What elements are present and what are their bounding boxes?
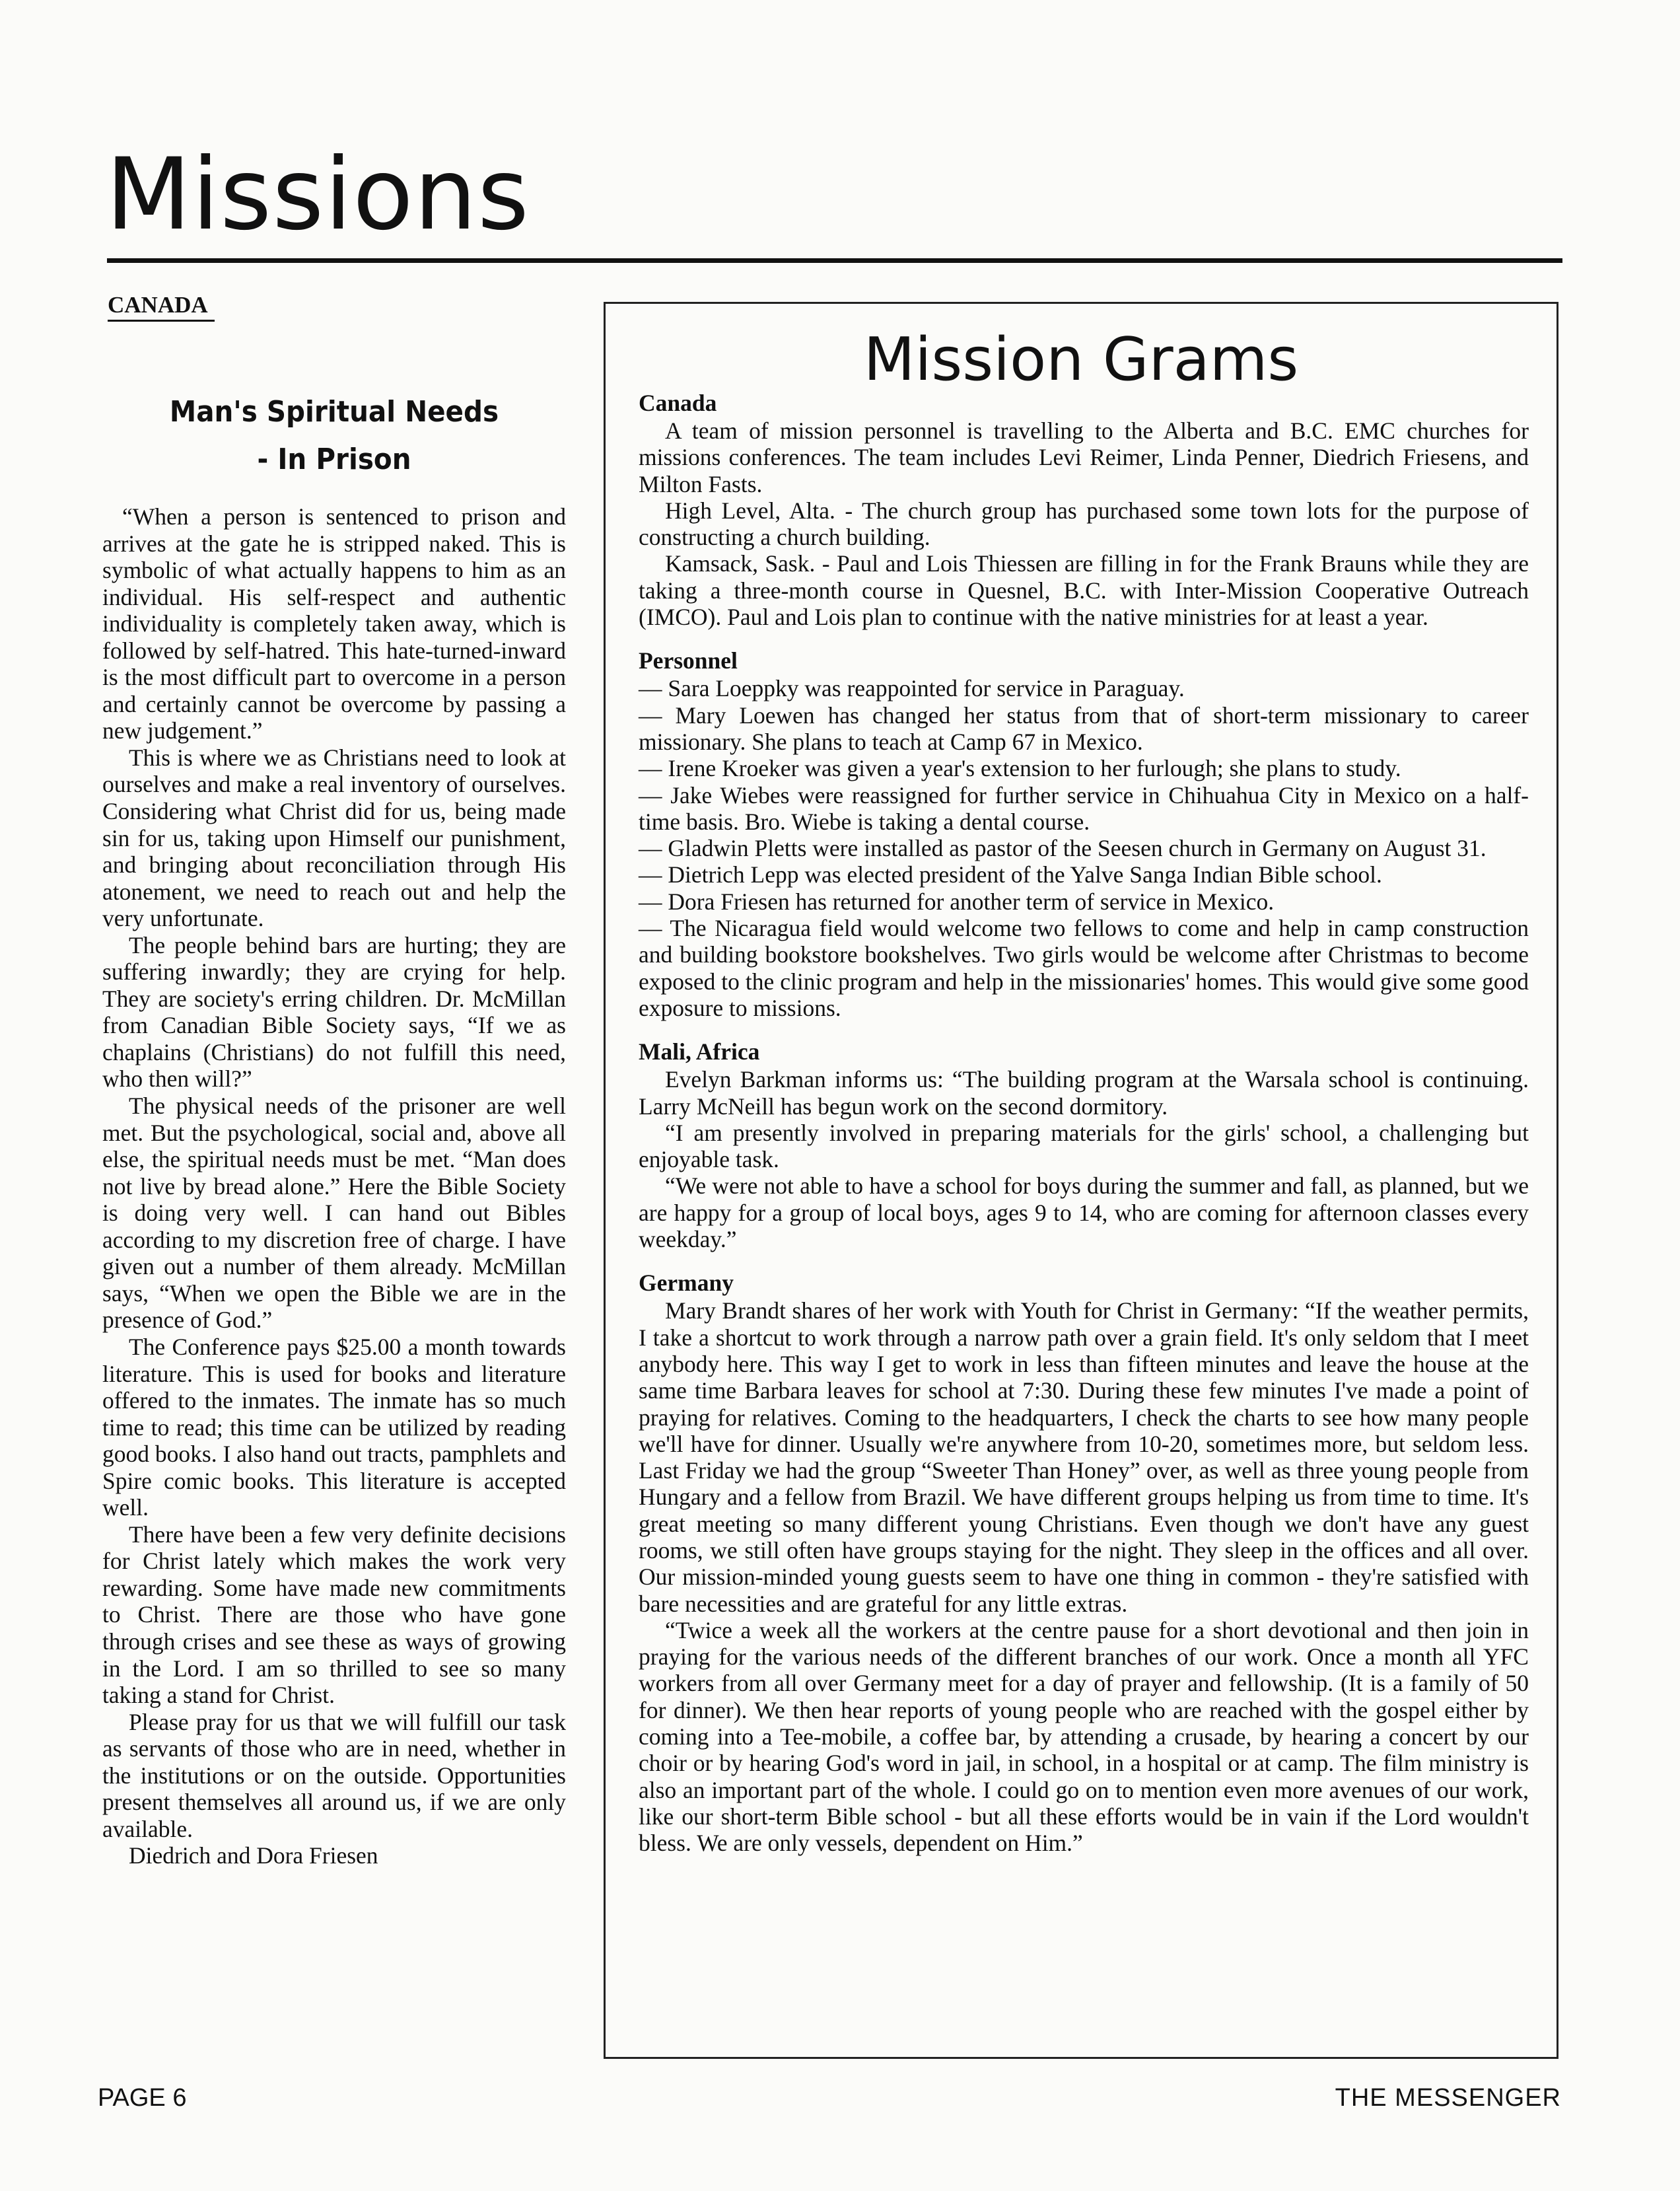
headline-line-2: - In Prison: [257, 443, 411, 476]
canada-paragraph: A team of mission personnel is travelling to the Alberta and B.C. EMC churches for missions conferences. The team includes Levi Reimer, Linda Penner, Diedrich Friesens, and Milton Fasts.: [639, 417, 1529, 497]
personnel-item: — Gladwin Pletts were installed as pastor of the Seesen church in Germany on August 31.: [639, 835, 1487, 862]
personnel-heading: Personnel: [639, 647, 738, 674]
page-title: Missions: [106, 137, 530, 252]
mission-grams-body: [639, 388, 1529, 1857]
mission-grams-box: [604, 302, 1558, 2059]
canada-paragraph: High Level, Alta. - The church group has purchased some town lots for the purpose of constructing a church building.: [639, 497, 1529, 551]
headline-line-1: Man's Spiritual Needs: [169, 395, 499, 429]
mali-paragraph: Evelyn Barkman informs us: “The building program at the Warsala school is continuing. Larry McNeill has begun work on the second dormitory.: [639, 1066, 1529, 1120]
mali-paragraph: “I am presently involved in preparing materials for the girls' school, a challenging but enjoyable task.: [639, 1119, 1529, 1173]
germany-paragraph: “Twice a week all the workers at the centre pause for a short devotional and then join in praying for the various needs of the different branches of our work. Once a month all YFC workers from all over Germany meet for a day of prayer and fellowship. (It is a family of 50 for dinner). We then hear reports of young people who are reached with the gospel either by coming into a Tee-mobile, a coffee bar, by attending a crusade, by hearing a concert by our choir or by hearing God's word in jail, in school, in a hospital or at camp. The film ministry is also an important part of the whole. I could go on to mention even more avenues of our work, like our short-term Bible school - but all these efforts would be in vain if the Lord wouldn't bless. We are only vessels, dependent on Him.”: [639, 1616, 1529, 1857]
page-number: PAGE 6: [98, 2084, 187, 2112]
germany-paragraph: Mary Brandt shares of her work with Youth for Christ in Germany: “If the weather permits, I take a shortcut to work through a narrow path over a grain field. It's only seldom that I meet anybody here. This way I get to work in less than fifteen minutes and leave the house at the same time Barbara leaves for school at 7:30. During these few minutes I've made a point of praying for relatives. Coming to the headquarters, I check the charts to see how many people we'll have for dinner. Usually we're anywhere from 10-20, sometimes more, but seldom less. Last Friday we had the group “Sweeter Than Honey” over, as well as three young people from Hungary and a fellow from Brazil. We have different groups helping us from time to time. It's great meeting so many different young Christians. Even though we don't have any guest rooms, we still often have groups staying for the night. They sleep in the offices and all over. Our mission-minded young guests seem to have one thing in common - they're satisfied with bare necessities and are grateful for any little extras.: [639, 1297, 1529, 1617]
personnel-item: — Mary Loewen has changed her status from that of short-term missionary to career missionary. She plans to teach at Camp 67 in Mexico.: [639, 701, 1529, 755]
mission-grams-title: Mission Grams: [863, 325, 1299, 394]
personnel-item: — Dora Friesen has returned for another term of service in Mexico.: [639, 888, 1275, 915]
article-paragraph: There have been a few very definite decisions for Christ lately which makes the work very rewarding. Some have made new commitments to Christ. There are those who have gone through crises and see these as ways of growing in the Lord. I am so thrilled to see so many taking a stand for Christ.: [102, 1521, 566, 1709]
article-paragraph: The people behind bars are hurting; they are suffering inwardly; they are crying for help. They are society's erring children. Dr. McMillan from Canadian Bible Society says, “If we as chaplains (Christians) do not fulfill this need, who then will?”: [102, 931, 566, 1093]
personnel-item: — Sara Loeppky was reappointed for service in Paraguay.: [639, 675, 1185, 702]
canada-paragraph: Kamsack, Sask. - Paul and Lois Thiessen are filling in for the Frank Brauns while they are taking a three-month course in Quesnel, B.C. with Inter-Mission Cooperative Outreach (IMCO). Paul and Lois plan to continue with the native ministries for at least a year.: [639, 550, 1529, 631]
personnel-item: — Jake Wiebes were reassigned for further service in Chihuahua City in Mexico on a half-time basis. Bro. Wiebe is taking a dental course.: [639, 781, 1529, 835]
canada-heading: Canada: [639, 390, 717, 416]
article-paragraph: “When a person is sentenced to prison and arrives at the gate he is stripped naked. This is symbolic of what actually happens to him as an individual. His self-respect and authentic individuality is completely taken away, which is followed by self-hatred. This hate-turned-inward is the most difficult part to overcome in a person and certainly cannot be overcome by passing a new judgement.”: [102, 503, 566, 744]
personnel-item: — The Nicaragua field would welcome two fellows to come and help in camp construction and building bookstore bookshelves. Two girls would be welcome after Christmas to become exposed to the clinic program and help in the missionaries' homes. This would give some good exposure to missions.: [639, 915, 1529, 1021]
mali-paragraph: “We were not able to have a school for boys during the summer and fall, as planned, but we are happy for a group of local boys, ages 9 to 14, who are coming for afternoon classes every weekday.”: [639, 1172, 1529, 1253]
germany-heading: Germany: [639, 1270, 734, 1297]
personnel-item: — Irene Kroeker was given a year's extension to her furlough; she plans to study.: [639, 755, 1401, 782]
article-paragraph: Please pray for us that we will fulfill our task as servants of those who are in need, whether in the institutions or on the outside. Opportunities present themselves all around us, if we are only available.: [102, 1708, 566, 1842]
personnel-item: — Dietrich Lepp was elected president of the Yalve Sanga Indian Bible school.: [639, 861, 1382, 888]
article-column: [102, 388, 566, 1869]
article-paragraph: The physical needs of the prisoner are well met. But the psychological, social and, above all else, the spiritual needs must be met. “Man does not live by bread alone.” Here the Bible Society is doing very well. I can hand out Bibles according to my discretion free of charge. I have given out a number of them already. McMillan says, “When we open the Bible we are in the presence of God.”: [102, 1093, 566, 1334]
title-rule: [107, 258, 1562, 263]
section-label: CANADA: [108, 291, 215, 322]
article-headline: [121, 388, 547, 484]
publication-name: THE MESSENGER: [1335, 2084, 1561, 2112]
article-signature: Diedrich and Dora Friesen: [129, 1842, 378, 1869]
article-paragraph: This is where we as Christians need to look at ourselves and make a real inventory of ourselves. Considering what Christ did for us, being made sin for us, taking upon Himself our punishment, and bringing about reconciliation through His atonement, we need to reach out and help the very unfortunate.: [102, 744, 566, 932]
article-paragraph: The Conference pays $25.00 a month towards literature. This is used for books and literature offered to the inmates. The inmate has so much time to read; this time can be utilized by reading good books. I also hand out tracts, pamphlets and Spire comic books. This literature is accepted well.: [102, 1333, 566, 1521]
mali-heading: Mali, Africa: [639, 1038, 760, 1065]
